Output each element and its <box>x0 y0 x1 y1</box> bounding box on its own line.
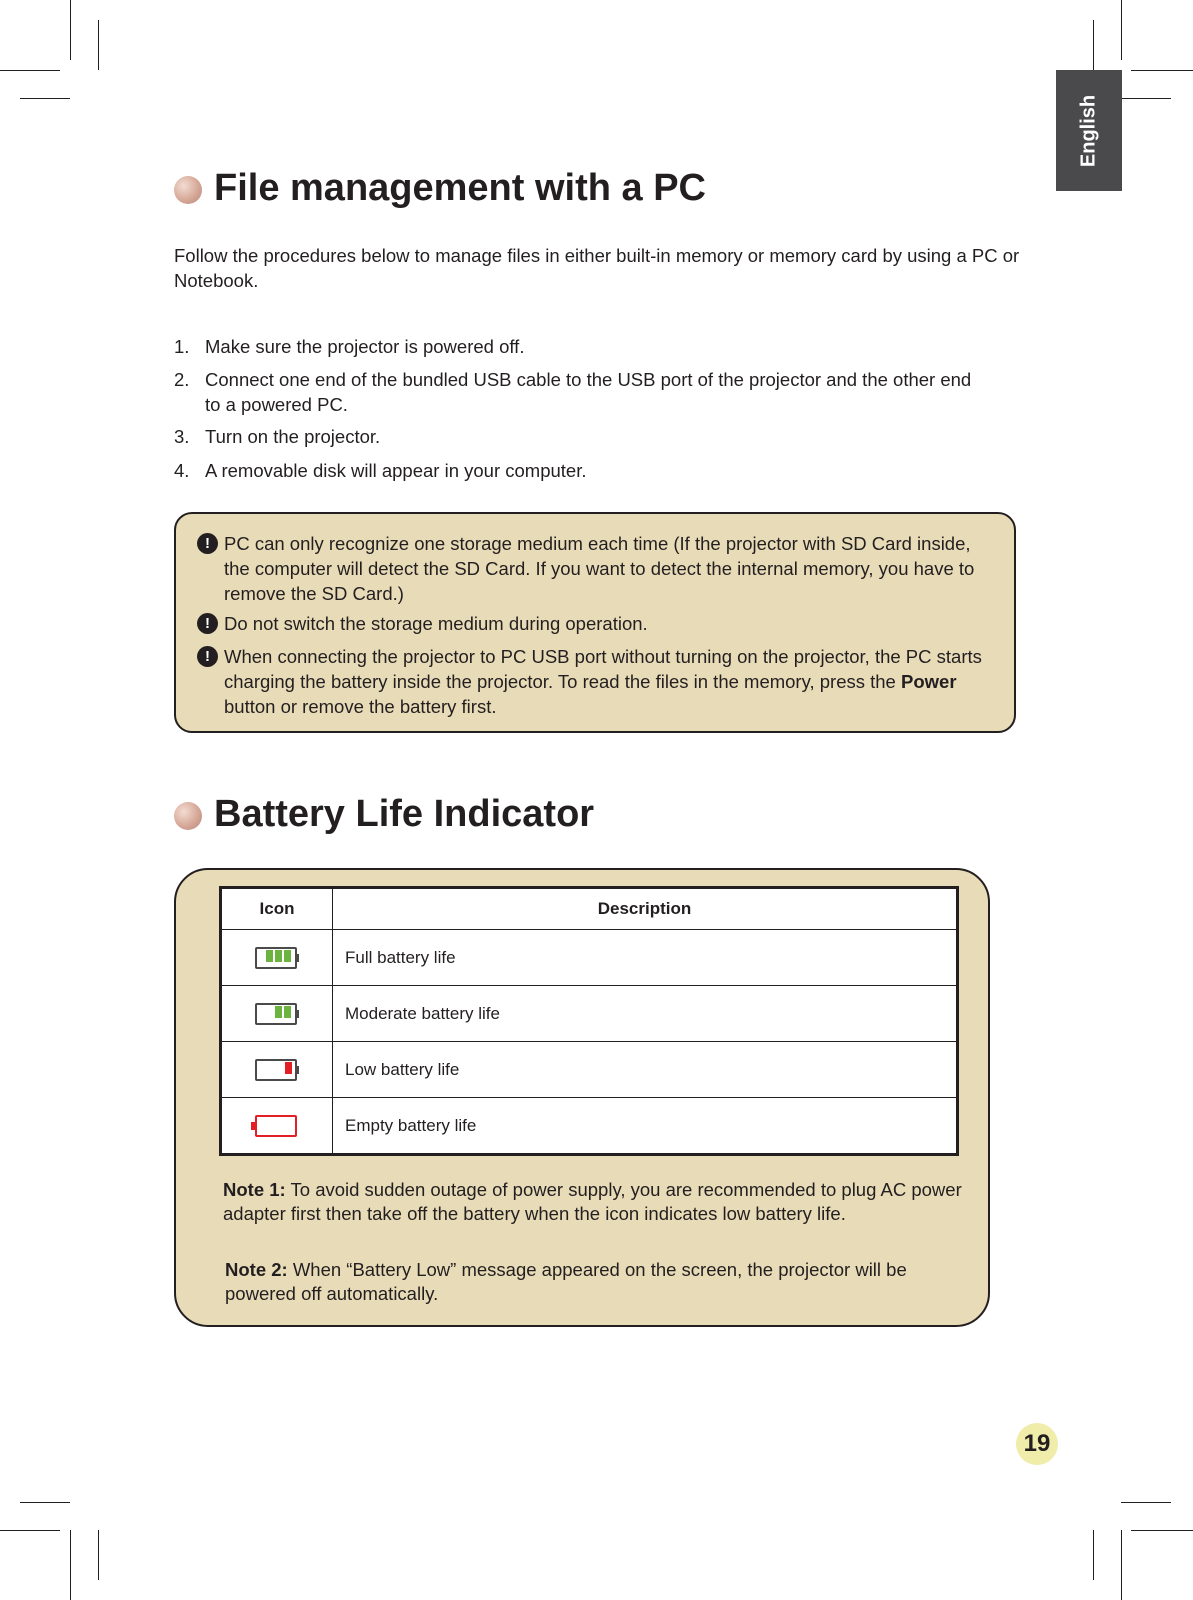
section-bullet-icon <box>174 802 202 830</box>
battery-description: Empty battery life <box>333 1098 958 1155</box>
section-bullet-icon <box>174 176 202 204</box>
battery-description: Moderate battery life <box>333 986 958 1042</box>
note-label: Note 1: <box>223 1179 286 1200</box>
language-tab <box>1056 70 1122 191</box>
table-row <box>221 1042 958 1098</box>
language-tab-label: English <box>1077 94 1100 167</box>
note-text: To avoid sudden outage of power supply, you are recommended to plug AC power adapter first then take off the battery when the icon indicates low battery life. <box>223 1179 962 1224</box>
caution-note-2 <box>197 611 987 636</box>
battery-low-icon <box>255 1059 299 1081</box>
caution-text: PC can only recognize one storage medium each time (If the projector with SD Card inside, the computer will detect the SD Card. If you want to detect the internal memory, you have to remove the SD Card.) <box>224 533 975 604</box>
note-label: Note 2: <box>225 1259 288 1280</box>
table-header-row <box>221 888 958 930</box>
step-number: 2. <box>174 369 190 390</box>
step-text: Connect one end of the bundled USB cable to the USB port of the projector and the other end to a powered PC. <box>205 369 972 415</box>
caution-text-part: button or remove the battery first. <box>224 696 497 717</box>
battery-note-2 <box>225 1258 963 1306</box>
table-row <box>221 986 958 1042</box>
battery-full-icon <box>255 947 299 969</box>
power-button-term: Power <box>901 671 957 692</box>
page-number: 19 <box>1016 1423 1058 1465</box>
table-row <box>221 1098 958 1155</box>
battery-description: Full battery life <box>333 930 958 986</box>
intro-paragraph: Follow the procedures below to manage files in either built-in memory or memory card by using a PC or Notebook. <box>174 245 1020 291</box>
step-number: 1. <box>174 336 190 357</box>
battery-description: Low battery life <box>333 1042 958 1098</box>
step-text: Turn on the projector. <box>205 426 381 447</box>
caution-note-1 <box>197 531 987 606</box>
step-text: A removable disk will appear in your computer. <box>205 460 587 481</box>
battery-moderate-icon <box>255 1003 299 1025</box>
caution-text <box>224 644 987 719</box>
caution-panel <box>174 512 1016 733</box>
note-text: When “Battery Low” message appeared on the screen, the projector will be powered off automatically. <box>225 1259 907 1304</box>
step-text: Make sure the projector is powered off. <box>205 336 525 357</box>
caution-note-3 <box>197 644 987 719</box>
section-title-file-management: File management with a PC <box>214 167 706 209</box>
step-number: 3. <box>174 426 190 447</box>
table-header-description: Description <box>333 888 958 930</box>
table-header-icon: Icon <box>221 888 333 930</box>
step-number: 4. <box>174 460 190 481</box>
table-row <box>221 930 958 986</box>
caution-text: Do not switch the storage medium during operation. <box>224 613 648 634</box>
warning-icon: ! <box>197 533 218 554</box>
section-title-battery-life: Battery Life Indicator <box>214 793 595 835</box>
caution-text-part: When connecting the projector to PC USB port without turning on the projector, the PC starts charging the battery inside the projector. To read the files in the memory, press the <box>224 646 982 692</box>
battery-empty-icon <box>255 1115 299 1137</box>
battery-note-1 <box>223 1178 963 1226</box>
battery-table <box>219 886 959 1156</box>
warning-icon: ! <box>197 646 218 667</box>
warning-icon: ! <box>197 613 218 634</box>
